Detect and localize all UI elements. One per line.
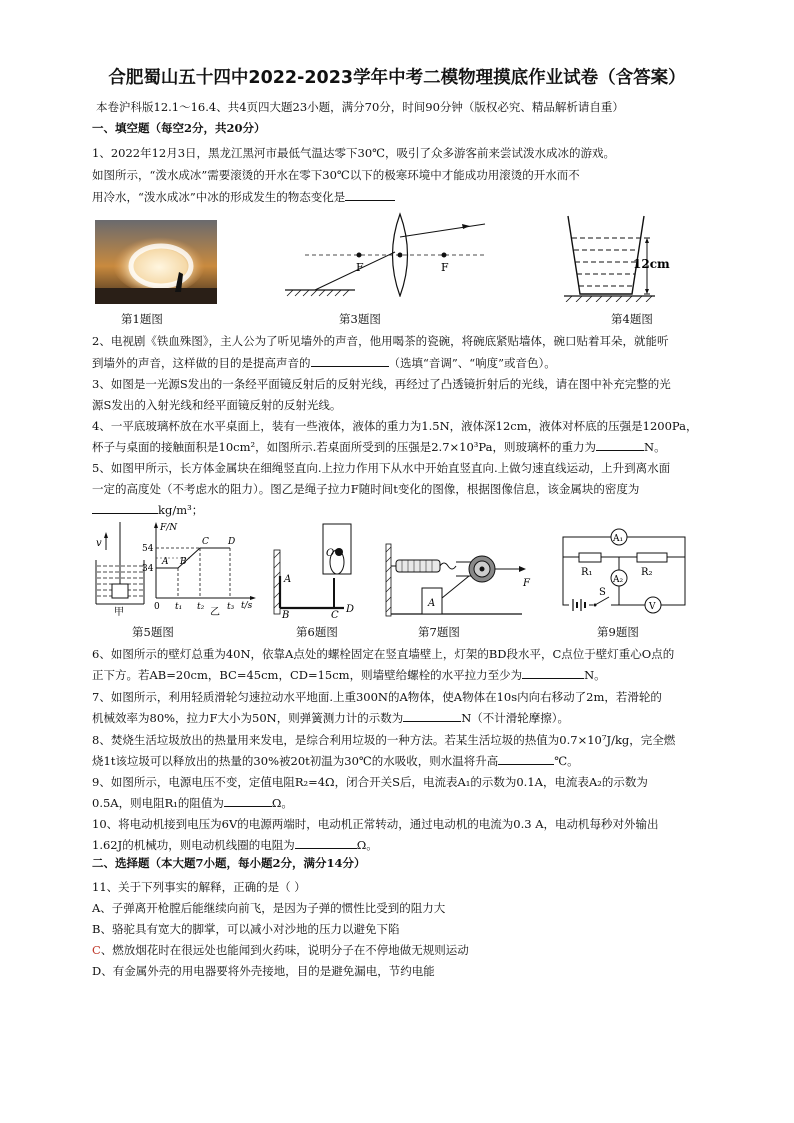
page-title: 合肥蜀山五十四中2022-2023学年中考二模物理摸底作业试卷（含答案）: [108, 68, 686, 88]
q11-option-c-letter: C: [92, 943, 101, 957]
caption-q9: 第9题图: [597, 625, 639, 639]
subtitle: 本卷沪科版12.1～16.4、共4页四大题23小题，满分70分，时间90分钟（版权必究、精品解析请自重）: [96, 100, 624, 114]
q11-stem: 11、关于下列事实的解释，正确的是（ ）: [92, 880, 306, 894]
q2-line1: 2、电视剧《铁血殊图》，主人公为了听见墙外的声音，他用喝茶的瓷碗，将碗底紧贴墙体，碗口贴着耳朵，就能听: [92, 334, 669, 348]
q3-line1: 3、如图是一光源S发出的一条经平面镜反射后的反射光线，再经过了凸透镜折射后的光线，请在图中补充完整的光: [92, 377, 671, 391]
q8-line1: 8、焚烧生活垃圾放出的热量用来发电，是综合利用垃圾的一种方法。若某生活垃圾的热值为0.7×10⁷J/kg，完全燃: [92, 733, 676, 747]
q5-line3: kg/m³；: [92, 499, 203, 521]
q11-option-a: A、子弹离开枪膛后能继续向前飞，是因为子弹的惯性比受到的阻力大: [92, 901, 446, 915]
ammeter-a2-label: A₂: [613, 575, 624, 585]
q1-line1: 1、2022年12月3日，黑龙江黑河市最低气温达零下30℃，吸引了众多游客前来尝试泼水成冰的游戏。: [92, 146, 616, 160]
point-b: B: [180, 557, 187, 567]
q7-force-f: F: [523, 578, 530, 589]
q4-line1: 4、一平底玻璃杯放在水平桌面上，装有一些液体，液体的重力为1.5N，液体深12cm，液体对杯底的压强是1200Pa，: [92, 419, 698, 433]
q10-line1: 10、将电动机接到电压为6V的电源两端时，电动机正常转动，通过电动机的电流为0.3 A，电动机每秒对外输出: [92, 817, 659, 831]
velocity-label: v: [96, 538, 102, 549]
q9-line2: 0.5A，则电阻R₁的阻值为 Ω。: [92, 796, 293, 810]
axis-t-label: t/s: [241, 601, 253, 611]
q7-block-a: A: [428, 598, 436, 609]
tick-t0: 0: [154, 602, 160, 612]
r1-label: R₁: [581, 567, 593, 578]
q9-line1: 9、如图所示，电源电压不变，定值电阻R₂=4Ω，闭合开关S后，电流表A₁的示数为0.1A，电流表A₂的示数为: [92, 775, 648, 789]
caption-q4: 第4题图: [611, 312, 653, 326]
q6-point-c: C: [331, 610, 339, 618]
focus-label-right: F: [441, 261, 449, 274]
q4-line2: 杯子与桌面的接触面积是10cm²，如图所示.若桌面所受到的压强是2.7×10³Pa，则玻璃杯的重力为 N。: [92, 440, 666, 454]
q7-line2: 机械效率为80%，拉力F大小为50N，则弹簧测力计的示数为 N（不计滑轮摩擦）。: [92, 711, 570, 725]
caption-q6: 第6题图: [296, 625, 338, 639]
label-yi: 乙: [210, 607, 220, 618]
q10-line2: 1.62J的机械功，则电动机线圈的电阻为 Ω。: [92, 838, 378, 852]
tick-54: 54: [142, 544, 154, 554]
focus-label-left: F: [356, 261, 364, 274]
label-jia: 甲: [114, 607, 124, 618]
figure-q5: [92, 520, 262, 622]
section-choice: 二、选择题（本大题7小题，每小题2分，满分14分）: [92, 856, 366, 870]
caption-q1: 第1题图: [121, 312, 163, 326]
q7-line1: 7、如图所示，利用轻质滑轮匀速拉动水平地面.上重300N的A物体，使A物体在10s内向右移动了2m，若滑轮的: [92, 690, 662, 704]
q6-point-a: A: [284, 574, 292, 585]
q5-line2: 一定的高度处（不考虑水的阻力）。图乙是绳子拉力F随时间t变化的图像，根据图像信息，该金属块的密度为: [92, 482, 640, 496]
q11-option-b: B、骆驼具有宽大的脚掌，可以减小对沙地的压力以避免下陷: [92, 922, 400, 936]
caption-q7: 第7题图: [418, 625, 460, 639]
q6-line2: 正下方。若AB=20cm，BC=45cm，CD=15cm，则墙壁给螺栓的水平拉力至少为 N。: [92, 668, 606, 682]
q2-line2: 到墙外的声音，这样做的目的是提高声音的 （选填“音调”、“响度”或音色）。: [92, 356, 556, 370]
tick-t2: t₂: [197, 602, 205, 612]
q1-line3: 用冷水，“泼水成冰”中冰的形成发生的物态变化是: [92, 186, 395, 208]
voltmeter-label: V: [649, 602, 656, 612]
q6-point-d: D: [346, 604, 355, 615]
switch-label: S: [599, 587, 606, 598]
tick-34: 34: [142, 564, 154, 574]
figure-q9-circuit: [555, 525, 690, 619]
depth-label: 12cm: [633, 257, 670, 271]
figure-q3-lens: [275, 212, 490, 301]
point-d: D: [228, 537, 236, 547]
q8-line2: 烧1t该垃圾可以释放出的热量的30%被20t初温为30℃的水吸收，则水温将升高 ℃。: [92, 754, 579, 768]
figure-q1-photo: [95, 220, 217, 308]
figure-q6: [268, 518, 373, 622]
caption-q3: 第3题图: [339, 312, 381, 326]
q11-option-c: C、燃放烟花时在很远处也能闻到火药味，说明分子在不停地做无规则运动: [92, 943, 469, 957]
point-c: C: [202, 537, 209, 547]
figure-q4-cup: [560, 212, 680, 306]
q3-line2: 源S发出的入射光线和经平面镜反射的反射光线。: [92, 398, 342, 412]
ammeter-a1-label: A₁: [613, 534, 624, 544]
q5-line1: 5、如图甲所示，长方体金属块在细绳竖直向.上拉力作用下从水中开始直竖直向.上做匀速直线运动，上升到离水面: [92, 461, 671, 475]
q11-option-d: D、有金属外壳的用电器要将外壳接地，目的是避免漏电，节约电能: [92, 964, 435, 978]
axis-f-label: F/N: [160, 523, 178, 533]
caption-q5: 第5题图: [132, 625, 174, 639]
tick-t3: t₃: [227, 602, 235, 612]
r2-label: R₂: [641, 567, 653, 578]
q6-line1: 6、如图所示的壁灯总重为40N，依靠A点处的螺栓固定在竖直墙壁上，灯架的BD段水平，C点位于壁灯重心O点的: [92, 647, 675, 661]
point-a: A: [162, 557, 169, 567]
section-fill-in: 一、填空题（每空2分，共20分）: [92, 121, 266, 135]
q1-line2: 如图所示，“泼水成冰”需要滚烫的开水在零下30℃以下的极寒环境中才能成功用滚烫的开水而不: [92, 168, 580, 182]
q6-point-b: B: [282, 610, 290, 618]
figure-q7: [382, 542, 532, 622]
q6-point-o: O: [326, 548, 335, 559]
tick-t1: t₁: [175, 602, 183, 612]
